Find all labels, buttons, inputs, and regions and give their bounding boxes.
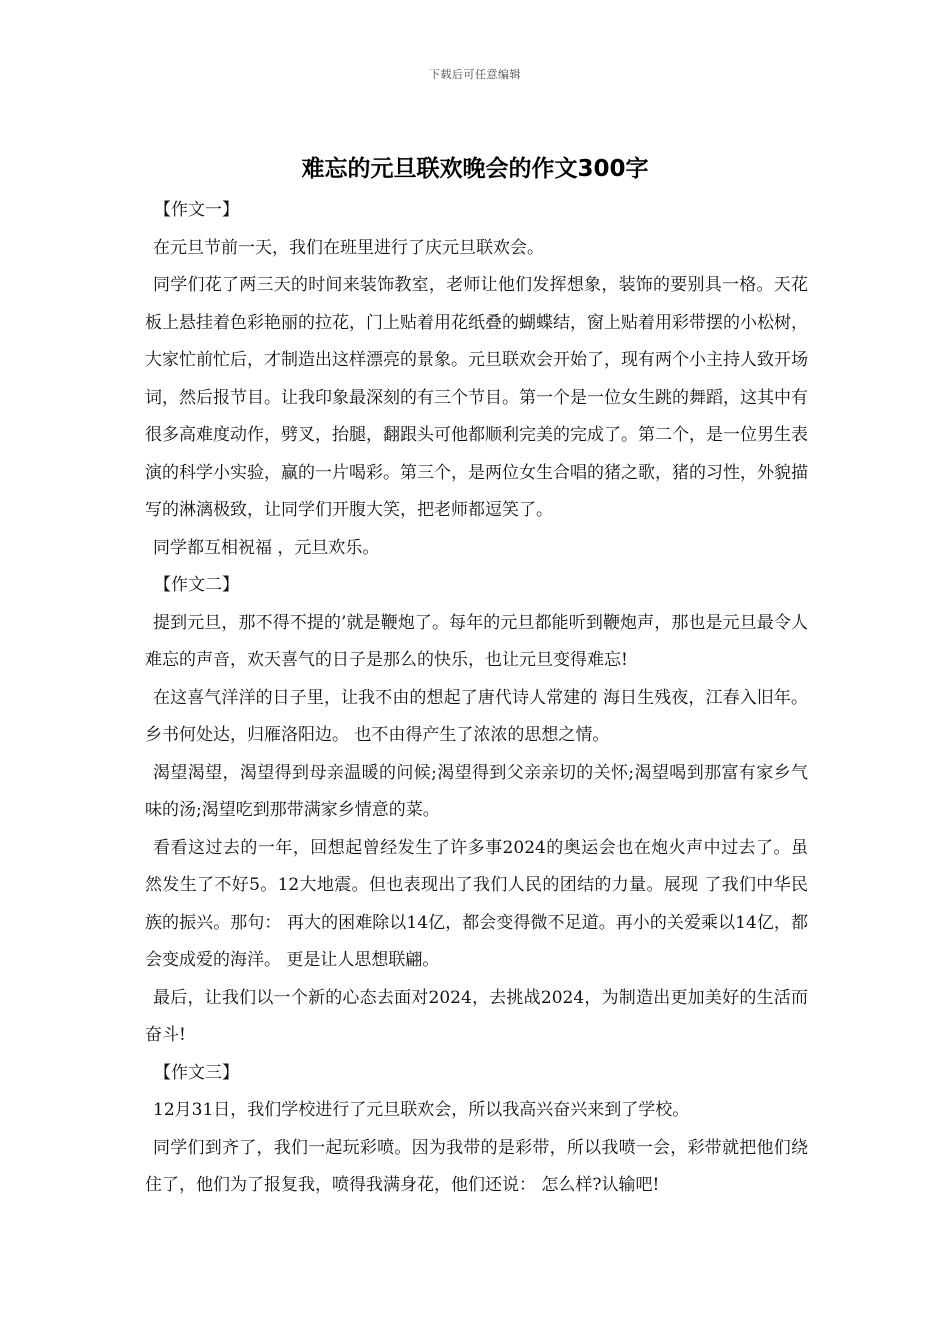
paragraph: 同学们到齐了，我们一起玩彩喷。因为我带的是彩带，所以我喷一会，彩带就把他们绕住了，他们为了报复我，喷得我满身花，他们还说： 怎么样?认输吧! — [145, 1137, 808, 1195]
paragraph: 同学们花了两三天的时间来装饰教室，老师让他们发挥想象，装饰的要别具一格。天花板上悬挂着色彩艳丽的拉花，门上贴着用花纸叠的蝴蝶结，窗上贴着用彩带摆的小松树，大家忙前忙后，才制造出这样漂亮的景象。元旦联欢会开始了，现有两个小主持人致开场词，然后报节目。让我印象最深刻的有三个节目。第一个是一位女生跳的舞蹈，这其中有很多高难度动作，劈叉，抬腿，翻跟头可他都顺利完美的完成了。第二个，是一位男生表演的科学小实验，赢的一片喝彩。第三个，是两位女生合唱的猪之歌，猪的习性，外貌描写的淋漓极致，让同学们开腹大笑，把老师都逗笑了。 — [145, 275, 808, 520]
paragraph: 在这喜气洋洋的日子里，让我不由的想起了唐代诗人常建的 海日生残夜，江春入旧年。乡书何处达，归雁洛阳边。 也不由得产生了浓浓的思想之情。 — [145, 687, 808, 745]
paragraph: 渴望渴望，渴望得到母亲温暖的问候;渴望得到父亲亲切的关怀;渴望喝到那富有家乡气味的汤;渴望吃到那带满家乡情意的菜。 — [145, 762, 808, 820]
document-title: 难忘的元旦联欢晚会的作文300字 — [301, 156, 649, 182]
header-note: 下载后可任意编辑 — [429, 68, 521, 81]
paragraph: 最后，让我们以一个新的心态去面对2024，去挑战2024，为制造出更加美好的生活而奋斗! — [145, 987, 808, 1045]
section-heading: 【作文三】 — [154, 1062, 239, 1083]
essay-body — [145, 192, 808, 1205]
section-heading: 【作文二】 — [154, 575, 239, 595]
section-heading: 【作文一】 — [154, 200, 239, 220]
paragraph: 同学都互相祝福 ，元旦欢乐。 — [153, 537, 380, 558]
paragraph: 提到元旦，那不得不提的’就是鞭炮了。每年的元旦都能听到鞭炮声，那也是元旦最令人难忘的声音，欢天喜气的日子是那么的快乐，也让元旦变得难忘! — [145, 612, 808, 670]
paragraph: 看看这过去的一年，回想起曾经发生了许多事2024的奥运会也在炮火声中过去了。虽然发生了不好5。12大地震。但也表现出了我们人民的团结的力量。展现 了我们中华民族的振兴。那句： 再大的困难除以14亿，都会变得微不足道。再小的关爱乘以14亿，都会变成爱的海洋。 更是让人思想联翩。 — [145, 837, 808, 970]
paragraph: 12月31日，我们学校进行了元旦联欢会，所以我高兴奋兴来到了学校。 — [153, 1100, 690, 1120]
paragraph: 在元旦节前一天，我们在班里进行了庆元旦联欢会。 — [153, 237, 544, 258]
